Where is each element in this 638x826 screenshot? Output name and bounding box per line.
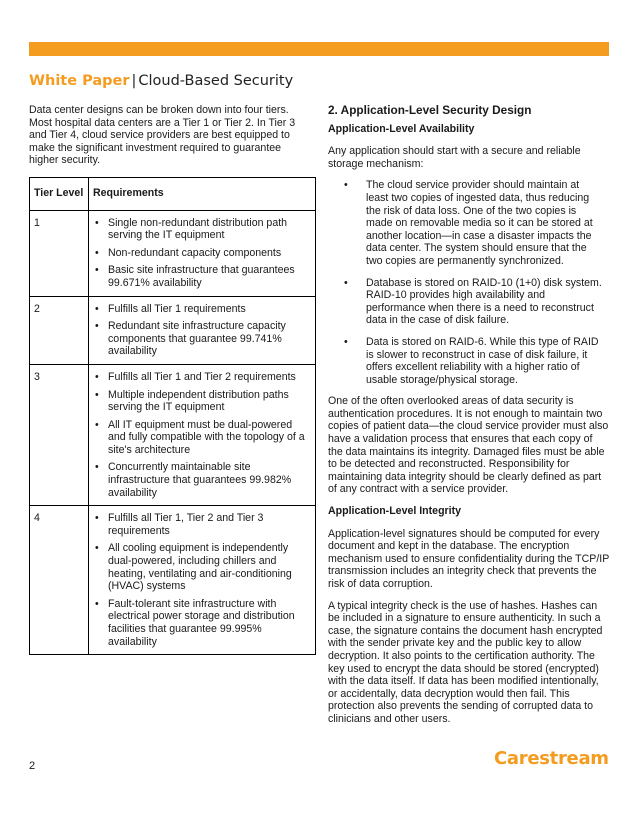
requirement-item: • Fault-tolerant site infrastructure with electrical power storage and distribution facilities that guarantee 99.995% availability — [93, 598, 311, 648]
requirement-item: • All cooling equipment is independently dual-powered, including chillers and heating, ventilating and air-conditioning (HVAC) systems — [93, 542, 311, 592]
requirement-item: • Fulfills all Tier 1 and Tier 2 requirements — [93, 371, 311, 384]
table-header-tier-level: Tier Level — [30, 177, 89, 210]
requirements-cell — [89, 210, 316, 296]
right-column — [328, 104, 610, 735]
requirement-item: • Multiple independent distribution paths serving the IT equipment — [93, 389, 311, 414]
header-accent-bar — [29, 42, 609, 56]
header-subtitle: Cloud-Based Security — [138, 73, 294, 89]
availability-intro: Any application should start with a secure and reliable storage mechanism: — [328, 145, 581, 170]
integrity-paragraph-1: Application-level signatures should be computed for every document and kept in the database. The encryption mechanism used to ensure confidentiality during the TCP/IP transmission includes an integrity check that prevents the risk of data corruption. — [328, 527, 610, 590]
availability-heading: Application-Level Availability — [328, 122, 475, 135]
tier-level-cell: 4 — [30, 506, 89, 655]
requirement-item: • Non-redundant capacity components — [93, 247, 311, 260]
tier-level-cell: 1 — [30, 210, 89, 296]
table-row — [30, 210, 316, 296]
carestream-logo: Carestream — [494, 748, 609, 769]
requirement-item: • Redundant site infrastructure capacity components that guarantee 99.741% availability — [93, 320, 311, 358]
requirements-cell — [89, 506, 316, 655]
table-row — [30, 364, 316, 505]
requirement-item: • Single non-redundant distribution path serving the IT equipment — [93, 217, 311, 242]
table-row — [30, 296, 316, 364]
page-header — [29, 73, 293, 89]
table-header-row — [30, 177, 316, 210]
requirement-item: • Concurrently maintainable site infrastructure that guarantees 99.982% availability — [93, 461, 311, 499]
section-title: 2. Application-Level Security Design — [328, 103, 532, 117]
table-header-requirements: Requirements — [89, 177, 316, 210]
left-column — [29, 104, 309, 655]
storage-bullet: • Database is stored on RAID-10 (1+0) disk system. RAID-10 provides high availability and performance when there is a need to reconstruct data in the case of disk failure. — [328, 277, 610, 327]
requirements-cell — [89, 296, 316, 364]
tier-level-cell: 3 — [30, 364, 89, 505]
availability-paragraph: One of the often overlooked areas of data security is authentication procedures. It is not enough to maintain two copies of patient data—the cloud service provider must also have a validation process that ensures that each copy of the data maintains its integrity. Damaged files must be able to be detected and reconstructed. Responsibility for maintaining data integrity should be clearly defined as part of any contract with a service provider. — [328, 395, 609, 496]
integrity-heading: Application-Level Integrity — [328, 505, 462, 518]
intro-paragraph: Data center designs can be broken down into four tiers. Most hospital data centers are a Tier 1 or Tier 2. In Tier 3 and Tier 4, cloud service providers are best equipped to make the significant investment required to guarantee higher security. — [29, 104, 296, 167]
requirement-item: • Fulfills all Tier 1, Tier 2 and Tier 3 requirements — [93, 512, 311, 537]
requirement-item: • Basic site infrastructure that guarantees 99.671% availability — [93, 264, 311, 289]
page-number: 2 — [29, 760, 36, 772]
tier-level-cell: 2 — [30, 296, 89, 364]
header-separator: | — [131, 73, 137, 89]
requirement-item: • Fulfills all Tier 1 requirements — [93, 303, 311, 316]
table-row — [30, 506, 316, 655]
header-brand: White Paper — [29, 73, 130, 89]
storage-bullet: • The cloud service provider should maintain at least two copies of ingested data, thus reducing the risk of data loss. One of the two copies is made on removable media so it can be stored at another location—in case a disaster impacts the data center. The system should ensure that the two copies are permanently synchronized. — [328, 179, 610, 267]
storage-bullet: • Data is stored on RAID-6. While this type of RAID is slower to reconstruct in case of disk failure, it offers excellent reliability with a higher ratio of usable storage/physical storage. — [328, 336, 610, 386]
integrity-paragraph-2: A typical integrity check is the use of hashes. Hashes can be included in a signature to ensure authenticity. In such a case, the signature contains the document hash encrypted with the sender private key and the public key to allow decryption. It also points to the certification authority. The key used to encrypt the data should be stored (encrypted) with the data itself. If data has been modified intentionally, or accidentally, data decryption would then fail. This protection also prevents the sending of corrupted data to clinicians and other users. — [328, 599, 603, 725]
storage-bullet-list — [328, 179, 610, 386]
requirements-cell — [89, 364, 316, 505]
requirement-item: • All IT equipment must be dual-powered and fully compatible with the topology of a site's architecture — [93, 419, 311, 457]
tier-table — [29, 177, 316, 655]
